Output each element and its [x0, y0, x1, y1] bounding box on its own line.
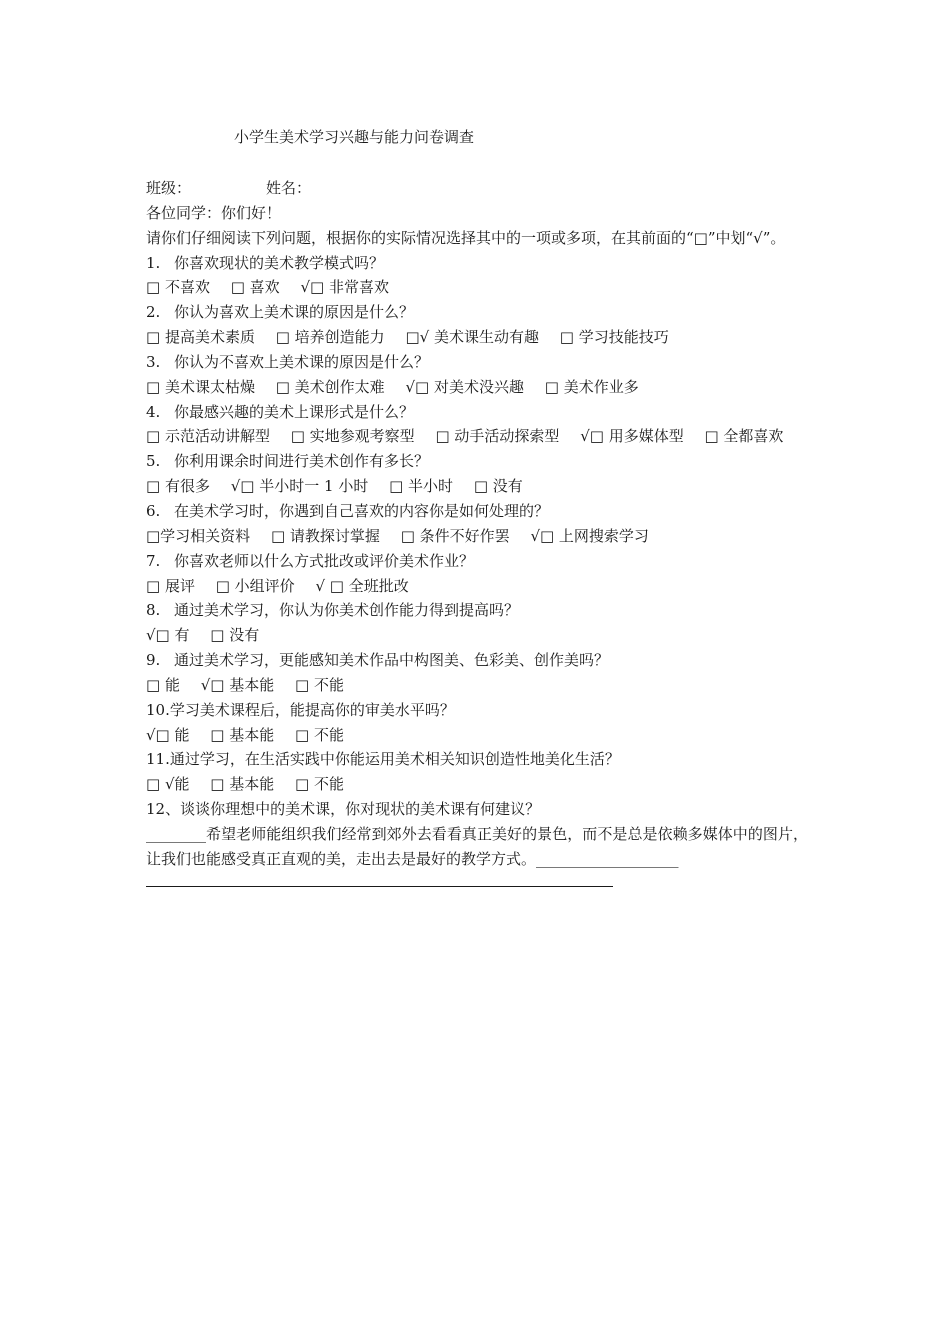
option-checkbox-item[interactable]: □ 培养创造能力 — [275, 328, 385, 347]
option-checkbox-item[interactable]: √ □ 全班批改 — [315, 576, 409, 595]
question-4 — [146, 400, 808, 425]
option-checkbox-item[interactable]: □ 美术创作太难 — [275, 377, 385, 396]
option-checkbox-item[interactable]: □ 提高美术素质 — [146, 328, 255, 347]
option-checkbox-item[interactable]: □ 展评 — [146, 576, 195, 595]
class-label: 班级： — [146, 179, 192, 197]
question-number: 9. — [146, 651, 161, 670]
question-10 — [146, 698, 808, 723]
option-checkbox-item[interactable]: √□ 上网搜索学习 — [530, 526, 649, 545]
option-checkbox-item[interactable]: □ 示范活动讲解型 — [146, 427, 270, 446]
question-number: 10. — [146, 700, 170, 719]
question-5 — [146, 449, 808, 474]
question-6 — [146, 499, 808, 524]
options-row-9 — [146, 673, 808, 698]
question-2 — [146, 300, 808, 325]
question-7 — [146, 549, 808, 574]
class-name-row — [146, 176, 808, 201]
question-number: 8. — [146, 601, 161, 620]
option-checkbox-item[interactable]: □ 半小时 — [389, 477, 454, 496]
option-checkbox-item[interactable]: □ 有很多 — [146, 477, 210, 496]
option-checkbox-item[interactable]: √□ 对美术没兴趣 — [405, 377, 524, 396]
option-checkbox-item[interactable]: □ 基本能 — [210, 725, 275, 744]
question-text: 你喜欢老师以什么方式批改或评价美术作业？ — [174, 551, 475, 570]
question-number: 1. — [146, 253, 161, 272]
option-checkbox-item[interactable]: □ 喜欢 — [230, 278, 280, 297]
question-number: 5. — [146, 452, 161, 471]
option-checkbox-item[interactable]: □ √能 — [146, 775, 190, 794]
option-checkbox-item[interactable]: □ 全都喜欢 — [704, 427, 784, 446]
question-text: 你认为喜欢上美术课的原因是什么？ — [174, 303, 415, 322]
question-text: 你认为不喜欢上美术课的原因是什么？ — [174, 352, 430, 371]
option-checkbox-item[interactable]: □学习相关资料 — [146, 526, 251, 545]
answer-underline — [146, 872, 613, 887]
question-number: 11. — [146, 750, 170, 769]
question-text: 学习美术课程后，能提高你的审美水平吗？ — [169, 700, 455, 719]
question-1 — [146, 251, 808, 276]
options-row-2 — [146, 325, 808, 350]
question-text: 你最感兴趣的美术上课形式是什么？ — [174, 402, 415, 421]
question-text: 在美术学习时，你遇到自己喜欢的内容你是如何处理的？ — [174, 501, 550, 520]
options-row-8 — [146, 623, 808, 648]
options-row-3 — [146, 375, 808, 400]
question-11 — [146, 747, 808, 772]
option-checkbox-item[interactable]: □ 基本能 — [210, 775, 275, 794]
options-row-4 — [146, 424, 808, 449]
question-text: 通过美术学习，你认为你美术创作能力得到提高吗？ — [174, 601, 520, 620]
option-checkbox-item[interactable]: □ 学习技能技巧 — [559, 328, 669, 347]
option-checkbox-item[interactable]: □ 小组评价 — [215, 576, 295, 595]
name-label: 姓名： — [266, 179, 312, 197]
question-text: 你利用课余时间进行美术创作有多长？ — [174, 452, 430, 471]
option-checkbox-item[interactable]: □ 请教探讨掌握 — [270, 526, 380, 545]
option-checkbox-item[interactable]: □ 能 — [146, 675, 180, 694]
option-checkbox-item[interactable]: √□ 能 — [146, 725, 190, 744]
question-list — [146, 251, 808, 798]
question-8 — [146, 598, 808, 623]
option-checkbox-item[interactable]: □ 不能 — [295, 675, 344, 694]
option-checkbox-item[interactable]: √□ 半小时一 1 小时 — [230, 477, 369, 496]
question-number: 6. — [146, 501, 161, 520]
options-row-11 — [146, 772, 808, 797]
option-checkbox-item[interactable]: √□ 基本能 — [200, 675, 275, 694]
options-row-1 — [146, 275, 808, 300]
option-checkbox-item[interactable]: √□ 非常喜欢 — [300, 278, 389, 297]
suggestion-answer: ________希望老师能组织我们经常到郊外去看看真正美好的景色，而不是总是依赖多媒体中的图片，让我们也能感受真正直观的美，走出去是最好的教学方式。___________________ — [146, 824, 808, 868]
question-text: 通过学习，在生活实践中你能运用美术相关知识创造性地美化生活？ — [169, 750, 620, 769]
question-text: 通过美术学习，更能感知美术作品中构图美、色彩美、创作美吗？ — [174, 651, 610, 670]
option-checkbox-item[interactable]: √□ 用多媒体型 — [580, 427, 684, 446]
option-checkbox-item[interactable]: □ 没有 — [473, 477, 523, 496]
survey-title: 小学生美术学习兴趣与能力问卷调查 — [234, 128, 475, 146]
question-3 — [146, 350, 808, 375]
option-checkbox-item[interactable]: □ 不能 — [295, 775, 344, 794]
options-row-7 — [146, 574, 808, 599]
options-row-10 — [146, 723, 808, 748]
question-number: 4. — [146, 402, 161, 421]
option-checkbox-item[interactable]: □ 实地参观考察型 — [290, 427, 415, 446]
option-checkbox-item[interactable]: □ 条件不好作罢 — [400, 526, 510, 545]
option-checkbox-item[interactable]: □ 美术作业多 — [544, 377, 639, 396]
option-checkbox-item[interactable]: □√ 美术课生动有趣 — [405, 328, 539, 347]
survey-body — [146, 176, 808, 887]
option-checkbox-item[interactable]: □ 不能 — [295, 725, 344, 744]
option-checkbox-item[interactable]: □ 美术课太枯燥 — [146, 377, 255, 396]
options-row-5 — [146, 474, 808, 499]
option-checkbox-item[interactable]: □ 动手活动探索型 — [435, 427, 560, 446]
option-checkbox-item[interactable]: √□ 有 — [146, 626, 190, 645]
instruction: 请你们仔细阅读下列问题，根据你的实际情况选择其中的一项或多项，在其前面的“□”中划“√”。 — [146, 228, 786, 247]
question-number: 7. — [146, 551, 161, 570]
question-number: 2. — [146, 303, 161, 322]
option-checkbox-item[interactable]: □ 没有 — [210, 626, 260, 645]
greeting: 各位同学：你们好！ — [146, 203, 282, 222]
option-checkbox-item[interactable]: □ 不喜欢 — [146, 278, 210, 297]
question-9 — [146, 648, 808, 673]
question-12: 12、谈谈你理想中的美术课，你对现状的美术课有何建议？ — [146, 800, 541, 819]
question-number: 3. — [146, 352, 161, 371]
question-text: 你喜欢现状的美术教学模式吗？ — [174, 253, 385, 272]
options-row-6 — [146, 524, 808, 549]
